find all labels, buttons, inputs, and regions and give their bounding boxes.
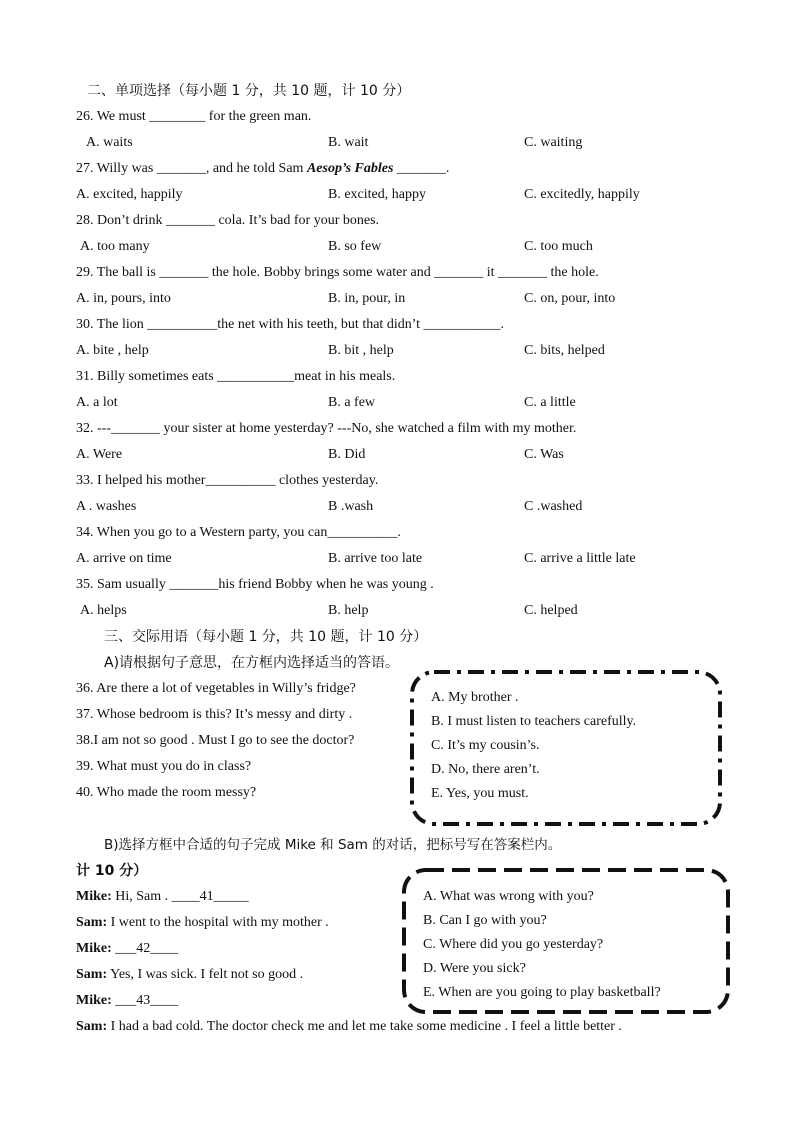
question-33-stem: 33. I helped his mother__________ clothes yesterday. (76, 473, 379, 488)
question-33-options (76, 497, 776, 517)
question-31-options (76, 393, 776, 413)
dialogue-line-5 (76, 991, 178, 1011)
option-c: C. on, pour, into (524, 291, 616, 306)
option-c: C. helped (524, 603, 578, 618)
dialogue-line-4 (76, 965, 303, 985)
option-a: A. My brother . (431, 690, 519, 705)
speaker: Sam: (76, 1019, 108, 1034)
option-b: B. help (328, 603, 369, 618)
question-31-stem: 31. Billy sometimes eats ___________meat in his meals. (76, 369, 396, 384)
option-e: E. When are you going to play basketball? (423, 985, 661, 1000)
section3-title: 三、交际用语（每小题 1 分，共 10 题，计 10 分） (104, 629, 428, 645)
question-26-options (76, 133, 776, 153)
speaker: Sam: (76, 967, 108, 982)
utterance: I went to the hospital with my mother . (107, 915, 329, 930)
question-35-stem: 35. Sam usually _______his friend Bobby when he was young . (76, 577, 434, 592)
speaker: Mike: (76, 993, 112, 1008)
option-a: A. waits (86, 135, 133, 150)
option-b: B. a few (328, 395, 376, 410)
option-c: C. Where did you go yesterday? (423, 937, 604, 952)
option-c: C. It’s my cousin’s. (431, 738, 540, 753)
question-34-options (76, 549, 776, 569)
option-a: A. bite , help (76, 343, 149, 358)
dialogue-line-2 (76, 913, 329, 933)
option-b: B. bit , help (328, 343, 394, 358)
question-40: 40. Who made the room messy? (76, 785, 257, 800)
question-36: 36. Are there a lot of vegetables in Willy’s fridge? (76, 681, 356, 696)
speaker: Mike: (76, 941, 112, 956)
option-c: C. waiting (524, 135, 583, 150)
question-37: 37. Whose bedroom is this? It’s messy and dirty . (76, 707, 353, 722)
option-d: D. No, there aren’t. (431, 762, 540, 777)
utterance: ___42____ (111, 941, 179, 956)
question-30-stem: 30. The lion __________the net with his teeth, but that didn’t ___________. (76, 317, 505, 332)
part-a-instruction: A)请根据句子意思，在方框内选择适当的答语。 (104, 655, 400, 671)
book-title: Aesop’s Fables (306, 161, 394, 176)
question-28-options (76, 237, 776, 257)
option-c: C. bits, helped (524, 343, 605, 358)
option-b: B. wait (328, 135, 369, 150)
question-32-stem: 32. ---_______ your sister at home yesterday? ---No, she watched a film with my mother. (76, 421, 577, 436)
utterance: I had a bad cold. The doctor check me and let me take some medicine . I feel a little better . (107, 1019, 622, 1034)
option-c: C. Was (524, 447, 564, 462)
option-a: A. helps (80, 603, 127, 618)
utterance: Yes, I was sick. I felt not so good . (107, 967, 304, 982)
question-30-options (76, 341, 776, 361)
question-38: 38.I am not so good . Must I go to see the doctor? (76, 733, 355, 748)
dialogue-line-6 (76, 1017, 622, 1037)
option-a: A. What was wrong with you? (423, 889, 594, 904)
option-c: C. arrive a little late (524, 551, 636, 566)
question-29-options (76, 289, 776, 309)
dialogue-line-3 (76, 939, 178, 959)
question-26-stem: 26. We must ________ for the green man. (76, 109, 312, 124)
stem-text: 27. Willy was _______, and he told Sam (76, 161, 307, 176)
option-b: B .wash (328, 499, 374, 514)
option-a: A. excited, happily (76, 187, 183, 202)
question-29-stem: 29. The ball is _______ the hole. Bobby brings some water and _______ it _______ the hole. (76, 265, 599, 280)
option-c: C .washed (524, 499, 583, 514)
option-b: B. Can I go with you? (423, 913, 547, 928)
utterance: ___43____ (111, 993, 179, 1008)
option-a: A. in, pours, into (76, 291, 171, 306)
section2-title: 二、单项选择（每小题 1 分，共 10 题，计 10 分） (87, 83, 411, 99)
option-b: B. excited, happy (328, 187, 426, 202)
option-b: B. in, pour, in (328, 291, 406, 306)
utterance: Hi, Sam . ____41_____ (111, 889, 249, 904)
part-b-instruction: B)选择方框中合适的句子完成 Mike 和 Sam 的对话，把标号写在答案栏内。 (104, 837, 562, 853)
option-a: A . washes (76, 499, 137, 514)
option-b: B. I must listen to teachers carefully. (431, 714, 637, 729)
option-c: C. a little (524, 395, 576, 410)
dialogue-line-1 (76, 887, 249, 907)
option-b: B. Did (328, 447, 366, 462)
option-a: A. arrive on time (76, 551, 172, 566)
option-c: C. excitedly, happily (524, 187, 640, 202)
option-b: B. arrive too late (328, 551, 423, 566)
option-c: C. too much (524, 239, 593, 254)
question-34-stem: 34. When you go to a Western party, you can__________. (76, 525, 401, 540)
stem-text-end: _______. (393, 161, 450, 176)
option-a: A. too many (80, 239, 150, 254)
question-32-options (76, 445, 776, 465)
option-b: B. so few (328, 239, 382, 254)
option-a: A. a lot (76, 395, 118, 410)
question-39: 39. What must you do in class? (76, 759, 252, 774)
option-d: D. Were you sick? (423, 961, 526, 976)
part-b-score-note: 计 10 分） (76, 863, 148, 879)
option-e: E. Yes, you must. (431, 786, 529, 801)
question-35-options (76, 601, 776, 621)
question-27-stem (76, 159, 449, 179)
speaker: Mike: (76, 889, 112, 904)
question-27-options (76, 185, 776, 205)
question-28-stem: 28. Don’t drink _______ cola. It’s bad for your bones. (76, 213, 380, 228)
speaker: Sam: (76, 915, 108, 930)
option-a: A. Were (76, 447, 123, 462)
